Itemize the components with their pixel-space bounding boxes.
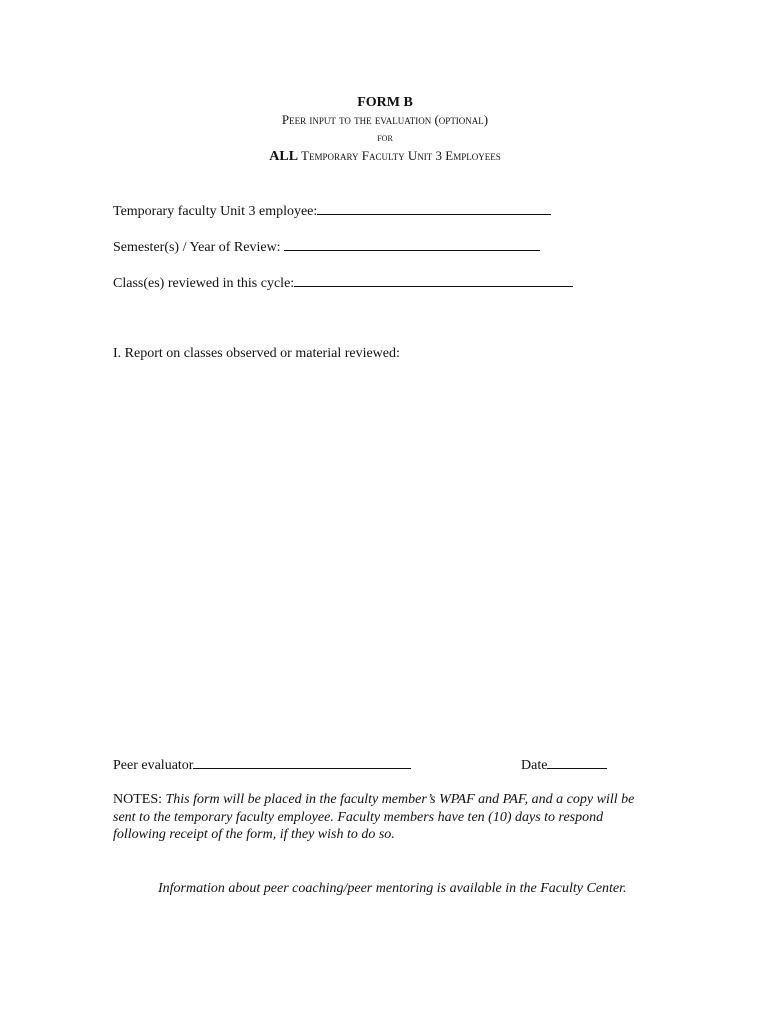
semester-field bbox=[113, 237, 540, 256]
semester-blank[interactable] bbox=[284, 237, 540, 251]
form-header bbox=[0, 94, 770, 166]
employee-label: Temporary faculty Unit 3 employee: bbox=[113, 204, 318, 219]
semester-label: Semester(s) / Year of Review: bbox=[113, 240, 285, 255]
date-label: Date bbox=[521, 758, 548, 773]
evaluator-label: Peer evaluator bbox=[113, 758, 194, 773]
audience-bold: ALL bbox=[269, 149, 299, 164]
evaluator-blank[interactable] bbox=[193, 755, 411, 769]
for-text: for bbox=[377, 132, 393, 144]
audience-text: Temporary Faculty Unit 3 Employees bbox=[298, 148, 501, 163]
notes-body: This form will be placed in the faculty member’s WPAF and PAF, and a copy will be sent to the temporary faculty employee. Faculty members have ten (10) days to respond following receipt of the form, if they wish to do so. bbox=[113, 792, 635, 842]
classes-label: Class(es) reviewed in this cycle: bbox=[113, 276, 295, 291]
classes-blank[interactable] bbox=[294, 273, 573, 287]
date-field bbox=[521, 755, 607, 774]
date-blank[interactable] bbox=[547, 755, 607, 769]
employee-blank[interactable] bbox=[317, 201, 551, 215]
classes-field bbox=[113, 273, 573, 292]
report-heading: I. Report on classes observed or material reviewed: bbox=[113, 346, 400, 361]
evaluator-field bbox=[113, 755, 411, 774]
info-note: Information about peer coaching/peer mentoring is available in the Faculty Center. bbox=[158, 881, 627, 896]
form-subtitle: Peer input to the evaluation (optional) bbox=[281, 112, 489, 127]
employee-field bbox=[113, 201, 551, 220]
form-title: FORM B bbox=[357, 95, 413, 110]
audience-line bbox=[0, 147, 770, 166]
notes-label: NOTES: bbox=[113, 792, 166, 807]
notes-paragraph bbox=[113, 791, 653, 844]
